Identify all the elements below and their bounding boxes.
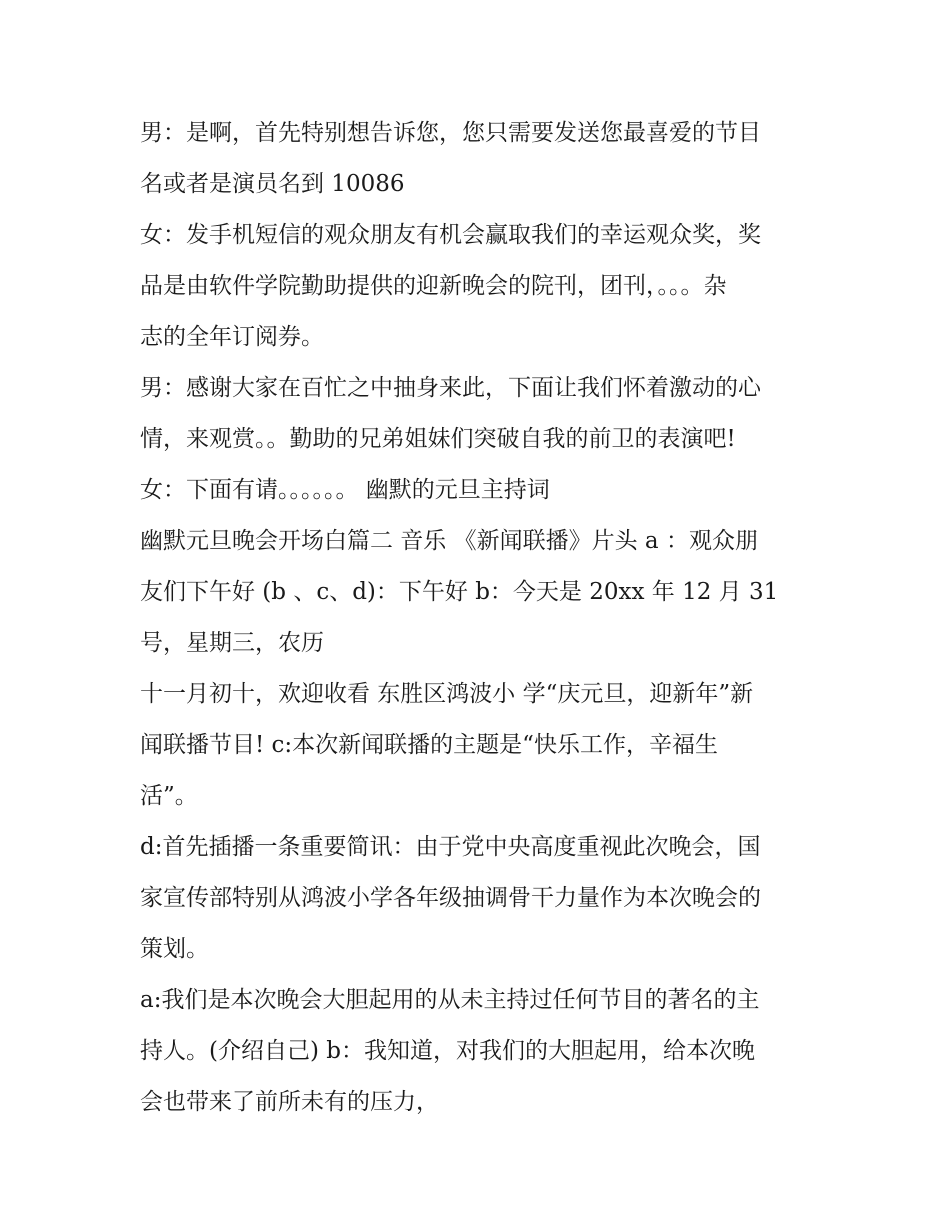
text-line: 女：发手机短信的观众朋友有机会赢取我们的幸运观众奖，奖: [140, 222, 761, 248]
text-line: 持人。(介绍自己) b：我知道，对我们的大胆起用，给本次晚: [140, 1038, 755, 1064]
text-line: 策划。: [140, 936, 209, 962]
text-line: d:首先插播一条重要简讯：由于党中央高度重视此次晚会，国: [140, 834, 761, 860]
text-line: 十一月初十，欢迎收看 东胜区鸿波小 学“庆元旦，迎新年”新: [140, 681, 754, 707]
text-line: 友们下午好 (b 、c、d)：下午好 b：今天是 20xx 年 12 月 31: [140, 579, 779, 605]
text-line: 男：感谢大家在百忙之中抽身来此，下面让我们怀着激动的心: [140, 375, 761, 401]
text-line: 志的全年订阅券。: [140, 324, 324, 350]
text-line: 幽默元旦晚会开场白篇二 音乐 《新闻联播》片头 a ：观众朋: [140, 528, 758, 554]
text-line: 会也带来了前所未有的压力，: [140, 1089, 439, 1115]
text-line: 情，来观赏。。勤助的兄弟姐妹们突破自我的前卫的表演吧!: [140, 426, 736, 452]
text-line: a:我们是本次晚会大胆起用的从未主持过任何节目的著名的主: [140, 987, 760, 1013]
text-line: 活”。: [140, 783, 198, 809]
document-body: [140, 108, 820, 1128]
text-line: 名或者是演员名到 10086: [140, 171, 405, 197]
text-line: 闻联播节目! c:本次新闻联播的主题是“快乐工作，辛福生: [140, 732, 718, 758]
text-line: 女：下面有请。。。。。。 幽默的元旦主持词: [140, 477, 550, 503]
text-line: 家宣传部特别从鸿波小学各年级抽调骨干力量作为本次晚会的: [140, 885, 761, 911]
text-line: 号，星期三，农历: [140, 630, 324, 656]
text-line: 男：是啊，首先特别想告诉您，您只需要发送您最喜爱的节目: [140, 120, 761, 146]
text-line: 品是由软件学院勤助提供的迎新晚会的院刊，团刊，。。。杂: [140, 273, 727, 299]
